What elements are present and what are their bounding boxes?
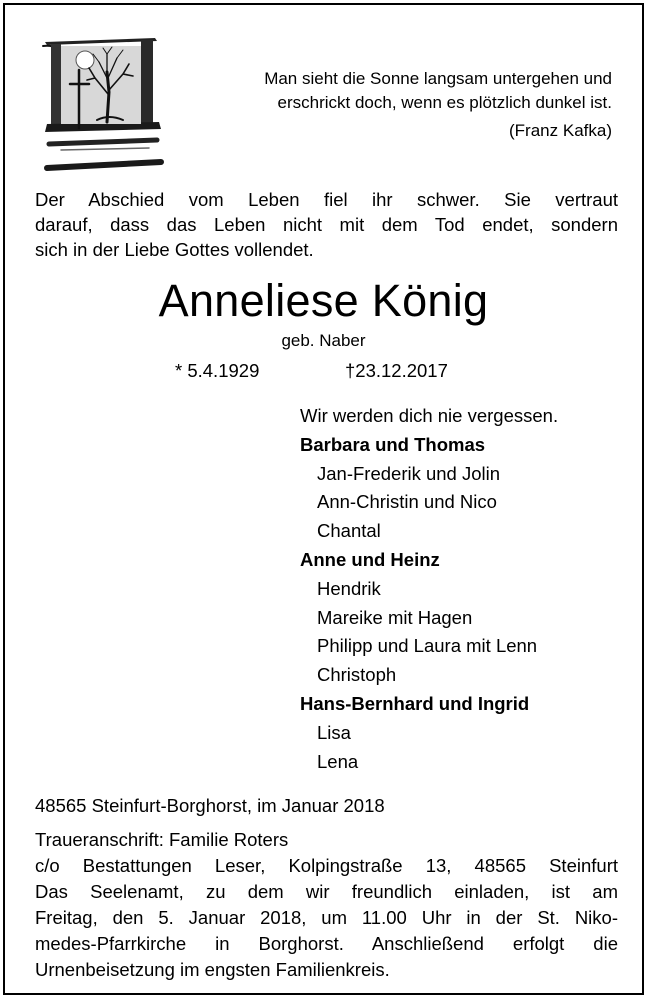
mourner-member: Christoph [317, 664, 397, 686]
death-notice [3, 3, 644, 995]
quote [264, 67, 612, 143]
birth-date: * 5.4.1929 [175, 360, 260, 381]
tree-window-cross-icon [37, 32, 165, 182]
intro-line: sich in der Liebe Gottes vollendet. [35, 239, 314, 260]
mourning-address-detail: c/o Bestattungen Leser, Kolpingstraße 13, 48565 Steinfurt [35, 855, 618, 876]
quote-author: (Franz Kafka) [509, 121, 612, 140]
mourners-list [300, 402, 558, 776]
intro-line: darauf, dass das Leben nicht mit dem Tod endet, sondern [35, 214, 618, 235]
intro-line: Der Abschied vom Leben fiel ihr schwer. Sie vertraut [35, 189, 618, 210]
mourner-group: Anne und Heinz [300, 548, 440, 570]
mourner-member: Hendrik [317, 577, 381, 599]
cross-icon: † [345, 360, 356, 381]
deceased-name: Anneliese König [158, 275, 489, 326]
ceremony-line: Das Seelenamt, zu dem wir freundlich einladen, ist am [35, 881, 618, 902]
death-date [345, 360, 448, 382]
ceremony-text [35, 879, 618, 983]
quote-line: erschrickt doch, wenn es plötzlich dunkel ist. [277, 93, 612, 112]
footer [35, 793, 618, 983]
mourner-member: Philipp und Laura mit Lenn [317, 635, 538, 657]
maiden-name: geb. Naber [281, 331, 366, 350]
intro-text [35, 187, 618, 262]
mourner-group: Barbara und Thomas [300, 433, 486, 455]
mourners-motto: Wir werden dich nie vergessen. [300, 405, 559, 426]
mourner-member: Jan-Frederik und Jolin [317, 462, 501, 484]
mourner-member: Chantal [317, 520, 381, 542]
death-date-value: 23.12.2017 [355, 360, 448, 381]
mourner-member: Ann-Christin und Nico [317, 491, 497, 513]
mourning-address: Traueranschrift: Familie Roters [35, 829, 289, 850]
mourner-member: Lena [317, 750, 359, 772]
mourner-group: Hans-Bernhard und Ingrid [300, 692, 530, 714]
place-date: 48565 Steinfurt-Borghorst, im Januar 2018 [35, 795, 385, 816]
ceremony-line: Urnenbeisetzung im engsten Familienkreis. [35, 959, 390, 980]
ceremony-line: medes-Pfarrkirche in Borghorst. Anschließend erfolgt die [35, 933, 618, 954]
quote-line: Man sieht die Sonne langsam untergehen und [264, 69, 612, 88]
mourner-member: Mareike mit Hagen [317, 606, 473, 628]
mourner-member: Lisa [317, 721, 351, 743]
ceremony-line: Freitag, den 5. Januar 2018, um 11.00 Uhr in der St. Niko- [35, 907, 618, 928]
